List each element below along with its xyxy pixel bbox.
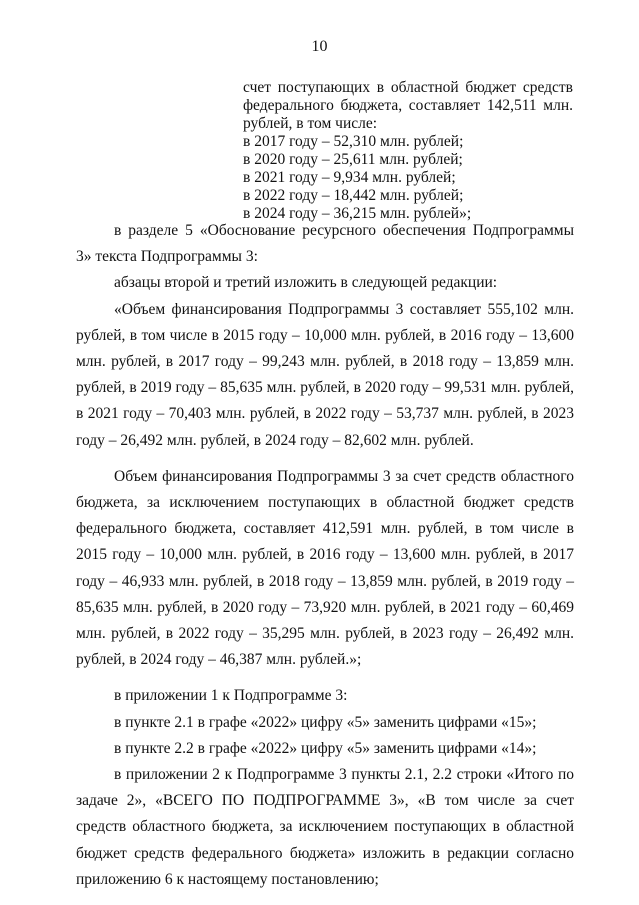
quote-line: в 2021 году – 9,934 млн. рублей; bbox=[243, 169, 456, 186]
paragraph-section-5: в разделе 5 «Обоснование ресурсного обеспечения Подпрограммы 3» текста Подпрограммы 3: bbox=[76, 222, 574, 266]
paragraph-appendix-2: в приложении 2 к Подпрограмме 3 пункты 2.1, 2.2 строки «Итого по задаче 2», «ВСЕГО ПО ПОДПРОГРАММЕ 3», «В том числе за счет средств областного бюджета, за исключением поступающих в областной бюджет средств федерального бюджета» изложить в редакции согласно приложению 6 к настоящему постановлению; bbox=[76, 766, 574, 888]
quote-line: в 2020 году – 25,611 млн. рублей; bbox=[243, 151, 463, 168]
quoted-excerpt bbox=[243, 79, 573, 223]
paragraph-appendix-1: в приложении 1 к Подпрограмме 3: bbox=[114, 687, 348, 705]
paragraph-item-2-2: в пункте 2.2 в графе «2022» цифру «5» заменить цифрами «14»; bbox=[114, 739, 537, 757]
quote-line: в 2024 году – 36,215 млн. рублей»; bbox=[243, 205, 472, 222]
body-text bbox=[76, 218, 574, 893]
quote-line: рублей, в том числе: bbox=[243, 115, 378, 132]
quote-line: федерального бюджета, составляет 142,511 млн. bbox=[243, 97, 573, 114]
paragraph-funding-total: «Объем финансирования Подпрограммы 3 составляет 555,102 млн. рублей, в том числе в 2015 году – 10,000 млн. рублей, в 2016 году – 13,600 млн. рублей, в 2017 году – 99,243 млн. рублей, в 2018 году – 13,859 млн. рублей, в 2019 году – 85,635 млн. рублей, в 2020 году – 99,531 млн. рублей, в 2021 году – 70,403 млн. рублей, в 2022 году – 53,737 млн. рублей, в 2023 году – 26,492 млн. рублей, в 2024 году – 82,602 млн. рублей. bbox=[76, 300, 574, 449]
paragraph-funding-regional: Объем финансирования Подпрограммы 3 за счет средств областного бюджета, за исключением поступающих в областной бюджет средств федерального бюджета, составляет 412,591 млн. рублей, в том числе в 2015 году – 10,000 млн. рублей, в 2016 году – 13,600 млн. рублей, в 2017 году – 46,933 млн. рублей, в 2018 году – 13,859 млн. рублей, в 2019 году – 85,635 млн. рублей, в 2020 году – 73,920 млн. рублей, в 2021 году – 60,469 млн. рублей, в 2022 году – 35,295 млн. рублей, в 2023 году – 26,492 млн. рублей, в 2024 году – 46,387 млн. рублей.»; bbox=[76, 467, 574, 669]
quote-line: в 2022 году – 18,442 млн. рублей; bbox=[243, 187, 464, 204]
paragraph-instruction: абзацы второй и третий изложить в следующей редакции: bbox=[114, 274, 498, 292]
paragraph-item-2-1: в пункте 2.1 в графе «2022» цифру «5» заменить цифрами «15»; bbox=[114, 713, 537, 731]
page-number: 10 bbox=[311, 38, 328, 55]
quote-line: в 2017 году – 52,310 млн. рублей; bbox=[243, 133, 464, 150]
quote-line: счет поступающих в областной бюджет средств bbox=[243, 79, 573, 96]
